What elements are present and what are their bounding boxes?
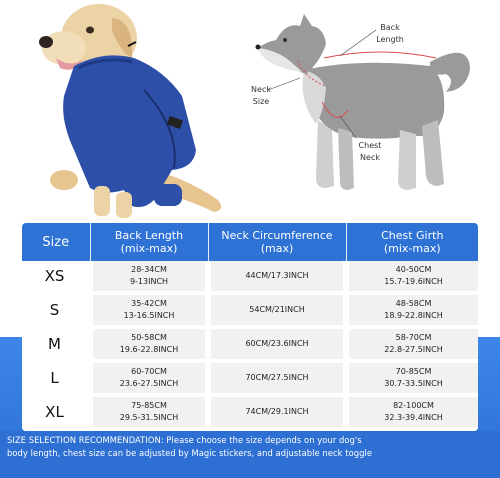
chest-cell: 48-58CM 18.9-22.8INCH [346, 293, 478, 327]
size-chart [22, 223, 478, 431]
neck-size-label-line1: Neck [251, 85, 271, 94]
size-table-header-row [22, 223, 478, 261]
header-back-length: Back Length (mix-max) [90, 223, 208, 261]
size-cell: XS [22, 261, 90, 293]
table-row [22, 261, 478, 293]
size-recommendation-note [7, 434, 495, 460]
neck-cell: 54CM/21INCH [208, 293, 346, 327]
dog-measurement-diagram [240, 0, 500, 222]
table-row [22, 395, 478, 429]
back-length-cell: 28-34CM 9-13INCH [90, 261, 208, 293]
back-length-label [370, 22, 410, 46]
header-size: Size [22, 223, 90, 261]
neck-cell: 44CM/17.3INCH [208, 261, 346, 293]
dog-in-robe-photo [4, 0, 234, 222]
header-neck-circumference: Neck Circumference (max) [208, 223, 346, 261]
neck-cell: 60CM/23.6INCH [208, 327, 346, 361]
header-chest-girth: Chest Girth (mix-max) [346, 223, 478, 261]
back-length-cell: 35-42CM 13-16.5INCH [90, 293, 208, 327]
back-length-label-line2: Length [376, 35, 404, 44]
chest-neck-label-line1: Chest [358, 141, 382, 150]
size-cell: XL [22, 395, 90, 429]
back-length-cell: 60-70CM 23.6-27.5INCH [90, 361, 208, 395]
note-line2: body length, chest size can be adjusted by Magic stickers, and adjustable neck toggle [7, 448, 373, 458]
chest-cell: 70-85CM 30.7-33.5INCH [346, 361, 478, 395]
size-cell: S [22, 293, 90, 327]
size-table [22, 223, 478, 431]
product-images [0, 0, 500, 222]
size-cell: M [22, 327, 90, 361]
note-line1: SIZE SELECTION RECOMMENDATION: Please choose the size depends on your dog's [7, 435, 362, 445]
neck-size-label-line2: Size [252, 97, 270, 106]
chest-cell: 40-50CM 15.7-19.6INCH [346, 261, 478, 293]
chest-cell: 58-70CM 22.8-27.5INCH [346, 327, 478, 361]
back-length-cell: 50-58CM 19.6-22.8INCH [90, 327, 208, 361]
neck-size-label [246, 84, 276, 108]
chest-neck-label-line2: Neck [360, 153, 380, 162]
size-cell: L [22, 361, 90, 395]
neck-cell: 74CM/29.1INCH [208, 395, 346, 429]
table-row [22, 361, 478, 395]
chest-cell: 82-100CM 32.3-39.4INCH [346, 395, 478, 429]
chest-neck-label [352, 140, 388, 164]
neck-cell: 70CM/27.5INCH [208, 361, 346, 395]
table-row [22, 327, 478, 361]
back-length-cell: 75-85CM 29.5-31.5INCH [90, 395, 208, 429]
table-row [22, 293, 478, 327]
back-length-label-line1: Back [380, 23, 400, 32]
